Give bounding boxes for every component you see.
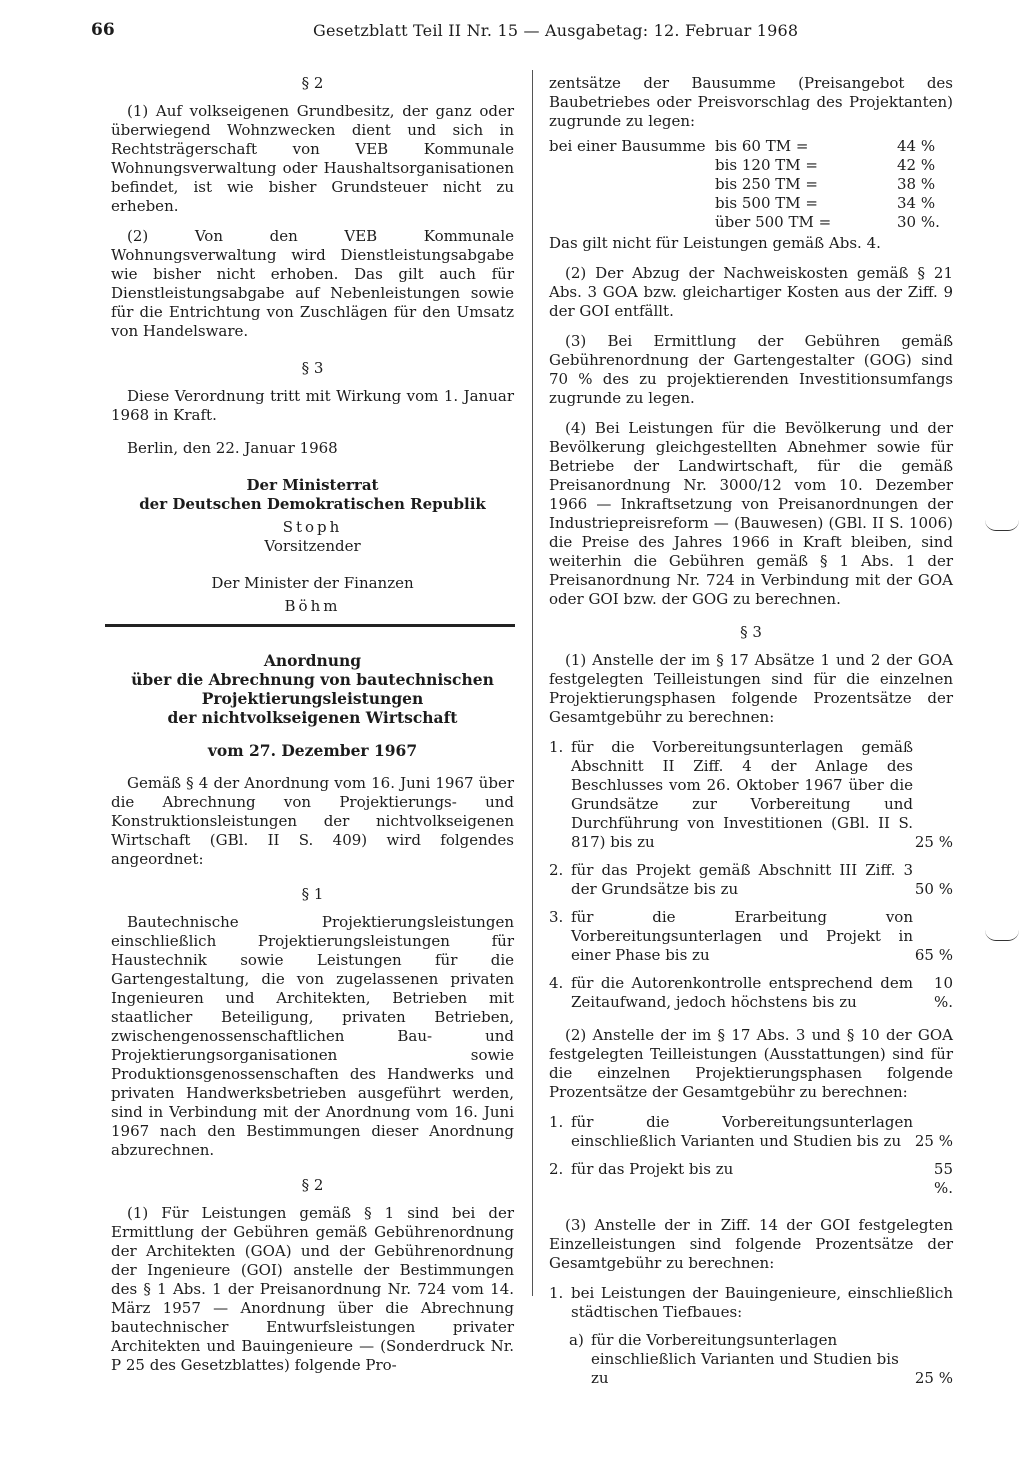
paragraph: (4) Bei Leistungen für die Bevölkerung und der Bevölkerung gleichgestellten Abnehmer sowie für Betriebe der Landwirtschaft, für die gemäß Preisanordnung Nr. 3000/12 vom 10. Dezember 1966 — Inkraftsetzung von Preisanordnungen der Industriepreisreform — (Bauwesen) (GBl. II S. 1006) die Preise des Jahres 1966 in Kraft bleiben, sind weiterhin die Gebühren gemäß § 1 Abs. 1 der Preisanordnung Nr. 724 in Verbindung mit der GOA oder GOI bzw. der GOG zu berechnen.: [549, 419, 953, 608]
rate-row: bis 250 TM = 38 %: [715, 175, 936, 193]
paragraph: Bautechnische Projektierungsleistungen einschließlich Projektierungsleistungen für Haustechnik sowie Leistungen für die Gartengestaltung, die von zugelassenen privaten Ingenieuren und Architekten, Betrieben mit staatlicher Beteiligung, privaten Betrieben, zwischengenossenschaftlichen Bau- und Projektierungsorganisationen sowie Produktionsgenossenschaften des Handwerks und privaten Handwerksbetrieben ausgeführt werden, sind in Verbindung mit der Anordnung vom 16. Juni 1967 nach den Bestimmungen dieser Anordnung abzurechnen.: [111, 913, 514, 1159]
list-item: 4. für die Autorenkontrolle entsprechend dem Zeitaufwand, jedoch höchstens bis zu 10 %.: [549, 974, 953, 1011]
signature-title: Vorsitzender: [264, 537, 361, 555]
document-title: der nichtvolkseigenen Wirtschaft: [167, 708, 458, 727]
horizontal-rule: [105, 624, 515, 627]
signature-name: Stoph: [282, 518, 343, 536]
left-column: [111, 74, 514, 1386]
running-header: Gesetzblatt Teil II Nr. 15 — Ausgabetag: 12. Februar 1968: [313, 21, 799, 40]
list: [549, 738, 953, 1012]
right-column: [549, 74, 953, 1396]
column-divider: [532, 70, 533, 1296]
date-line: Berlin, den 22. Januar 1968: [127, 439, 338, 457]
list-item: 2. für das Projekt bis zu 55 %.: [549, 1160, 953, 1197]
section-heading: § 2: [301, 1176, 324, 1194]
list-item: 1. für die Vorbereitungsunterlagen einschließlich Varianten und Studien bis zu 25 %: [549, 1113, 953, 1150]
paragraph: (2) Von den VEB Kommunale Wohnungsverwaltung wird Dienstleistungsabgabe wie bisher nicht erhoben. Das gilt auch für Dienstleistungsabgabe auf Nebenleistungen sowie für die Entrichtung von Zuschlägen für den Umsatz von Handelsware.: [111, 227, 514, 340]
paragraph: (3) Anstelle der in Ziff. 14 der GOI festgelegten Einzelleistungen sind folgende Prozentsätze der Gesamtgebühr zu berechnen:: [549, 1216, 953, 1272]
signature-org: der Deutschen Demokratischen Republik: [139, 495, 486, 513]
rate-row: über 500 TM = 30 %.: [715, 213, 940, 231]
section-heading: § 2: [301, 74, 324, 92]
signature-name: Böhm: [284, 597, 341, 615]
document-title: Projektierungsleistungen: [201, 689, 424, 708]
paragraph: (2) Der Abzug der Nachweiskosten gemäß § 21 Abs. 3 GOA bzw. gleichartiger Kosten aus der Ziff. 9 der GOI entfällt.: [549, 264, 953, 320]
rate-table: [549, 137, 953, 232]
list-item: 3. für die Erarbeitung von Vorbereitungsunterlagen und Projekt in einer Phase bis zu 65 %: [549, 908, 953, 964]
margin-mark: [985, 930, 1019, 941]
rate-row: bis 500 TM = 34 %: [715, 194, 936, 212]
signature-title: Der Minister der Finanzen: [211, 574, 414, 592]
list-item: 2. für das Projekt gemäß Abschnitt III Ziff. 3 der Grundsätze bis zu 50 %: [549, 861, 953, 898]
margin-mark: [985, 520, 1019, 531]
rate-row: bei einer Bausumme bis 60 TM = 44 %: [549, 137, 936, 155]
section-heading: § 3: [301, 359, 324, 377]
paragraph: (2) Anstelle der im § 17 Abs. 3 und § 10 der GOA festgelegten Teilleistungen (Ausstattungen) sind für die einzelnen Projektierungsphasen folgende Prozentsätze der Gesamtgebühr zu berechnen:: [549, 1026, 953, 1101]
list-item: 1. bei Leistungen der Bauingenieure, einschließlich städtischen Tiefbaues:: [549, 1284, 953, 1321]
document-date: vom 27. Dezember 1967: [207, 741, 418, 760]
paragraph: Gemäß § 4 der Anordnung vom 16. Juni 1967 über die Abrechnung von Projektierungs- und Konstruktionsleistungen der nichtvolkseigenen Wirtschaft (GBl. II S. 409) wird folgendes angeordnet:: [111, 774, 514, 868]
paragraph: (3) Bei Ermittlung der Gebühren gemäß Gebührenordnung der Gartengestalter (GOG) sind 70 % des zu projektierenden Investitionsumfangs zugrunde zu legen.: [549, 332, 953, 407]
document-title: Anordnung: [263, 651, 362, 670]
paragraph: Das gilt nicht für Leistungen gemäß Abs. 4.: [549, 234, 881, 252]
paragraph: Diese Verordnung tritt mit Wirkung vom 1. Januar 1968 in Kraft.: [111, 387, 514, 424]
rate-row: bis 120 TM = 42 %: [715, 156, 936, 174]
paragraph: zentsätze der Bausumme (Preisangebot des Baubetriebes oder Preisvorschlag des Projektanten) zugrunde zu legen:: [549, 74, 953, 130]
paragraph: (1) Für Leistungen gemäß § 1 sind bei der Ermittlung der Gebühren gemäß Gebührenordnung der Architekten (GOA) und der Gebührenordnung der Ingenieure (GOI) anstelle der Bestimmungen des § 1 Abs. 1 der Preisanordnung Nr. 724 vom 14. März 1957 — Anordnung über die Abrechnung bautechnischer Entwurfsleistungen privater Architekten und Bauingenieure — (Sonderdruck Nr. P 25 des Gesetzblattes) folgende Pro-: [111, 1204, 514, 1374]
paragraph: (1) Anstelle der im § 17 Absätze 1 und 2 der GOA festgelegten Teilleistungen sind für die einzelnen Projektierungsphasen folgende Prozentsätze der Gesamtgebühr zu berechnen:: [549, 651, 953, 726]
signature-org: Der Ministerrat: [246, 476, 379, 494]
page-number: 66: [91, 20, 115, 40]
document-title: über die Abrechnung von bautechnischen: [131, 670, 494, 689]
list-subitem: a) für die Vorbereitungsunterlagen einschließlich Varianten und Studien bis zu 25 %: [569, 1331, 953, 1387]
section-heading: § 1: [301, 885, 324, 903]
paragraph: (1) Auf volkseigenen Grundbesitz, der ganz oder überwiegend Wohnzwecken dient und sich in Rechtsträgerschaft von VEB Kommunale Wohnungsverwaltung oder Haushaltsorganisationen befindet, ist wie bisher Grundsteuer nicht zu erheben.: [111, 102, 514, 215]
list: [549, 1113, 953, 1198]
list-item: 1. für die Vorbereitungsunterlagen gemäß Abschnitt II Ziff. 4 der Anlage des Beschlusses vom 26. Oktober 1967 über die Grundsätze zur Vorbereitung und Durchführung von Investitionen (GBl. II S. 817) bis zu 25 %: [549, 738, 953, 851]
section-heading: § 3: [740, 623, 762, 641]
